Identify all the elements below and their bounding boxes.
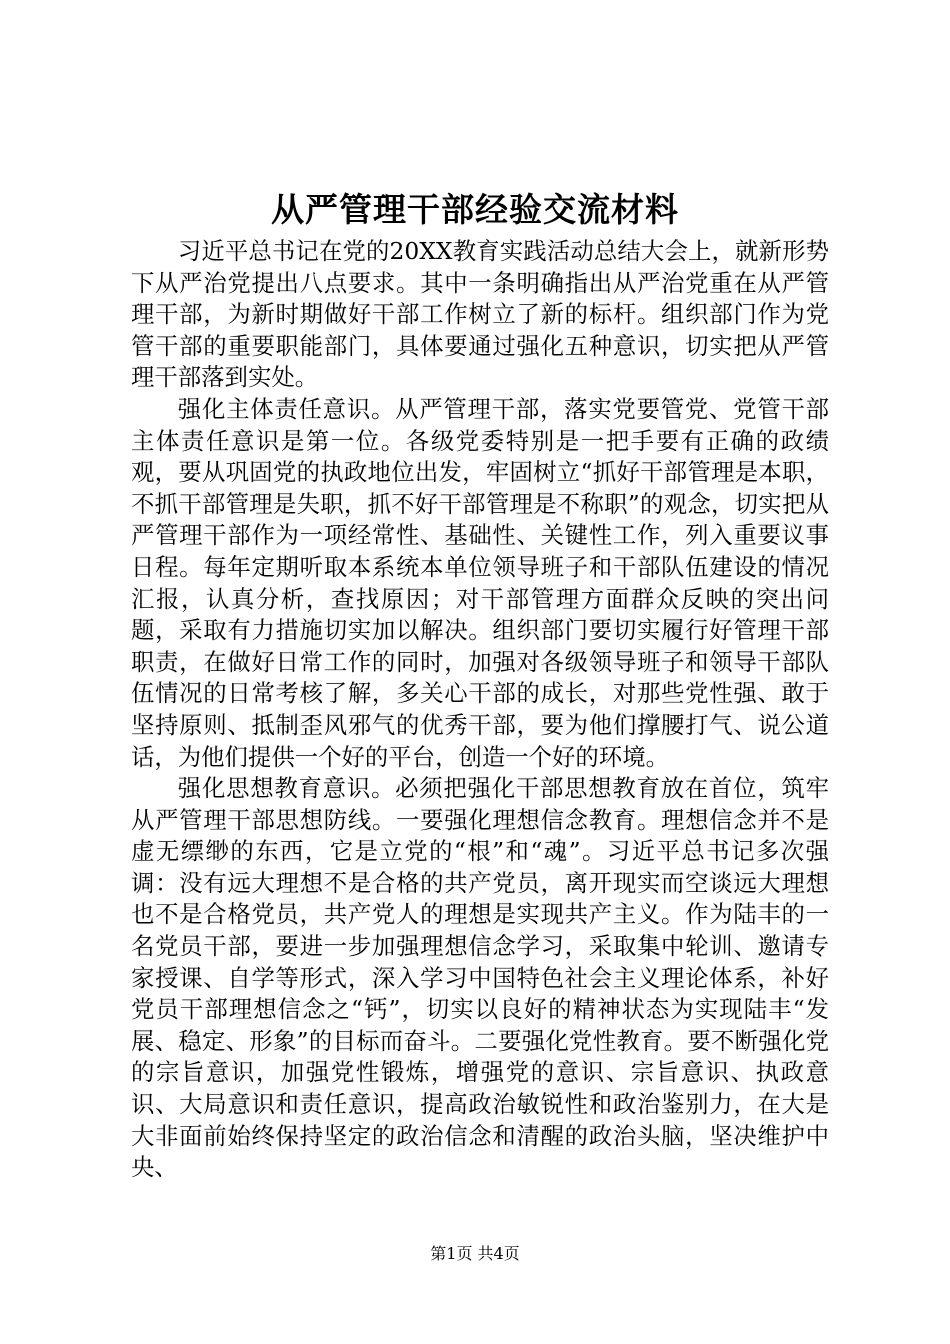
paragraph-education: 强化思想教育意识。必须把强化干部思想教育放在首位，筑牢从严管理干部思想防线。一要强化理想信念教育。理想信念并不是虚无缥缈的东西，它是立党的“根”和“魂”。习近平总书记多次强调：没有远大理想不是合格的共产党员，离开现实而空谈远大理想也不是合格党员，共产党人的理想是实现共产主义。作为陆丰的一名党员干部，要进一步加强理想信念学习，采取集中轮训、邀请专家授课、自学等形式，深入学习中国特色社会主义理论体系，补好党员干部理想信念之“钙”，切实以良好的精神状态为实现陆丰“发展、稳定、形象”的目标而奋斗。二要强化党性教育。要不断强化党的宗旨意识，加强党性锻炼，增强党的意识、宗旨意识、执政意识、大局意识和责任意识，提高政治敏锐性和政治鉴别力，在大是大非面前始终保持坚定的政治信念和清醒的政治头脑，坚决维护中央、 xyxy=(131,774,829,1182)
document-body xyxy=(131,236,829,1184)
paragraph-intro: 习近平总书记在党的20XX教育实践活动总结大会上，就新形势下从严治党提出八点要求。其中一条明确指出从严治党重在从严管理干部，为新时期做好干部工作树立了新的标杆。组织部门作为党管干部的重要职能部门，具体要通过强化五种意识，切实把从严管理干部落到实处。 xyxy=(131,237,829,392)
paragraph-responsibility: 强化主体责任意识。从严管理干部，落实党要管党、党管干部主体责任意识是第一位。各级党委特别是一把手要有正确的政绩观，要从巩固党的执政地位出发，牢固树立“抓好干部管理是本职，不抓干部管理是失职，抓不好干部管理是不称职”的观念，切实把从严管理干部作为一项经常性、基础性、关键性工作，列入重要议事日程。每年定期听取本系统本单位领导班子和干部队伍建设的情况汇报，认真分析，查找原因；对干部管理方面群众反映的突出问题，采取有力措施切实加以解决。组织部门要切实履行好管理干部职责，在做好日常工作的同时，加强对各级领导班子和领导干部队伍情况的日常考核了解，多关心干部的成长，对那些党性强、敢于坚持原则、抵制歪风邪气的优秀干部，要为他们撑腰打气、说公道话，为他们提供一个好的平台，创造一个好的环境。 xyxy=(131,394,829,771)
page-number-footer: 第1页 共4页 xyxy=(430,1244,520,1263)
document-title: 从严管理干部经验交流材料 xyxy=(271,190,679,229)
